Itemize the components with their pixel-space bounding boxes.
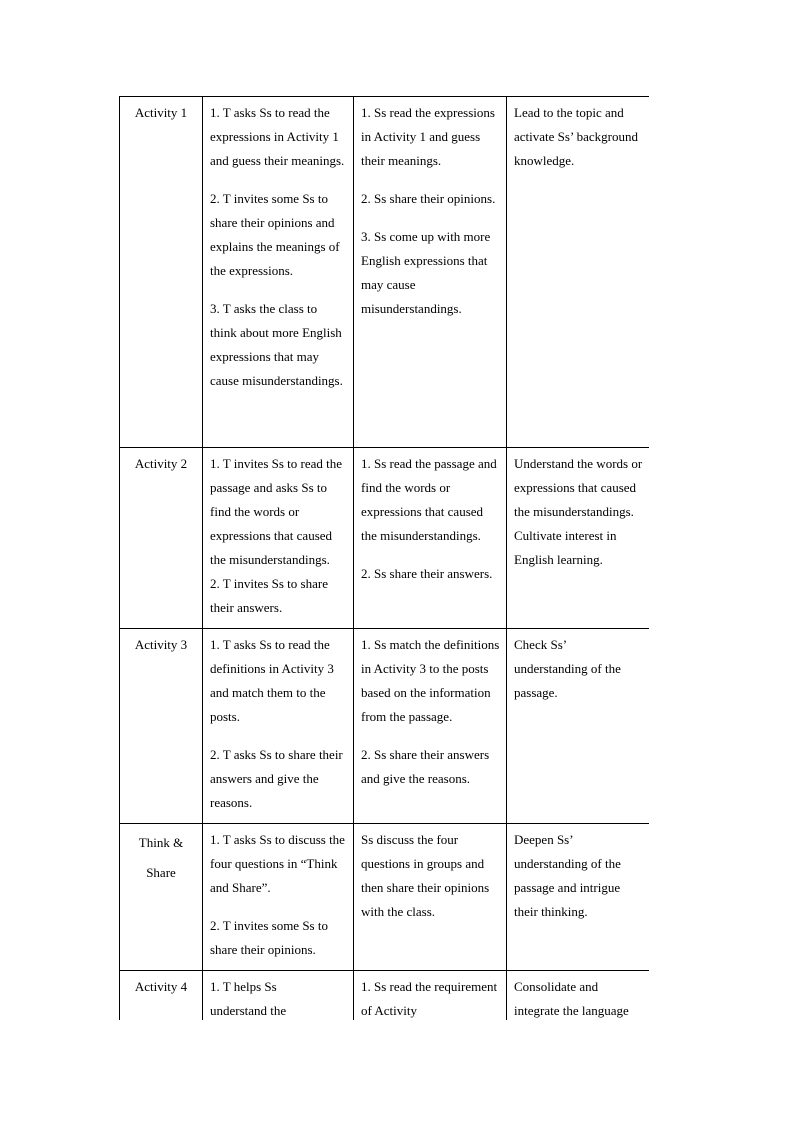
student-activity-cell xyxy=(354,971,507,1021)
teacher-step: 2. T invites some Ss to share their opinions and explains the meanings of the expressions. xyxy=(210,191,340,278)
student-step: 1. Ss match the definitions in Activity 3 to the posts based on the information from the passage. xyxy=(361,637,500,724)
activity-label-cell xyxy=(120,971,203,1021)
purpose-text: Check Ss’ understanding of the passage. xyxy=(514,637,621,700)
teacher-step: 2. T invites Ss to share their answers. xyxy=(210,576,328,615)
teacher-activity-cell xyxy=(203,97,354,448)
teacher-step: 1. T helps Ss understand the xyxy=(210,979,287,1018)
purpose-cell xyxy=(507,629,650,824)
lesson-plan-table xyxy=(119,96,649,1020)
teacher-activity-cell xyxy=(203,824,354,971)
table-row xyxy=(120,824,650,971)
teacher-step: 2. T asks Ss to share their answers and give the reasons. xyxy=(210,747,343,810)
activity-label: Activity 2 xyxy=(134,456,188,471)
activity-label: Activity 1 xyxy=(134,105,188,120)
teacher-step: 3. T asks the class to think about more English expressions that may cause misunderstandings. xyxy=(210,301,343,388)
purpose-text: Understand the words or expressions that caused the misunderstandings. Cultivate interest in English learning. xyxy=(514,456,643,567)
activity-label: Activity 3 xyxy=(134,637,188,652)
teacher-step: 2. T invites some Ss to share their opinions. xyxy=(210,918,328,957)
purpose-text: Deepen Ss’ understanding of the passage and intrigue their thinking. xyxy=(514,832,621,919)
student-step: 2. Ss share their opinions. xyxy=(361,191,496,206)
purpose-cell xyxy=(507,97,650,448)
teacher-step: 1. T asks Ss to discuss the four questions in “Think and Share”. xyxy=(210,832,345,895)
student-step: 1. Ss read the expressions in Activity 1 and guess their meanings. xyxy=(361,105,495,168)
table-body xyxy=(120,97,650,1021)
purpose-text: Consolidate and integrate the language xyxy=(514,979,629,1018)
table-row xyxy=(120,971,650,1021)
teacher-activity-cell xyxy=(203,971,354,1021)
student-activity-cell xyxy=(354,824,507,971)
activity-label: Activity 4 xyxy=(134,979,188,994)
purpose-text: Lead to the topic and activate Ss’ background knowledge. xyxy=(514,105,638,168)
lesson-plan-page xyxy=(119,96,649,1020)
teacher-activity-cell xyxy=(203,448,354,629)
table-row xyxy=(120,97,650,448)
student-activity-cell xyxy=(354,629,507,824)
student-step: Ss discuss the four questions in groups and then share their opinions with the class. xyxy=(361,832,490,919)
activity-label: Think & Share xyxy=(138,835,184,880)
teacher-step: 1. T asks Ss to read the definitions in Activity 3 and match them to the posts. xyxy=(210,637,334,724)
activity-label-cell xyxy=(120,824,203,971)
teacher-step: 1. T invites Ss to read the passage and asks Ss to find the words or expressions that caused the misunderstandings. xyxy=(210,456,343,567)
student-step: 3. Ss come up with more English expressions that may cause misunderstandings. xyxy=(361,229,491,316)
purpose-cell xyxy=(507,824,650,971)
table-row xyxy=(120,448,650,629)
student-activity-cell xyxy=(354,448,507,629)
activity-label-cell xyxy=(120,97,203,448)
activity-label-cell xyxy=(120,629,203,824)
purpose-cell xyxy=(507,448,650,629)
teacher-activity-cell xyxy=(203,629,354,824)
activity-label-cell xyxy=(120,448,203,629)
table-row xyxy=(120,629,650,824)
purpose-cell xyxy=(507,971,650,1021)
student-step: 1. Ss read the passage and find the words or expressions that caused the misunderstandings. xyxy=(361,456,497,543)
student-step: 2. Ss share their answers and give the reasons. xyxy=(361,747,490,786)
student-activity-cell xyxy=(354,97,507,448)
teacher-step: 1. T asks Ss to read the expressions in Activity 1 and guess their meanings. xyxy=(210,105,345,168)
student-step: 2. Ss share their answers. xyxy=(361,566,493,581)
student-step: 1. Ss read the requirement of Activity xyxy=(361,979,498,1018)
